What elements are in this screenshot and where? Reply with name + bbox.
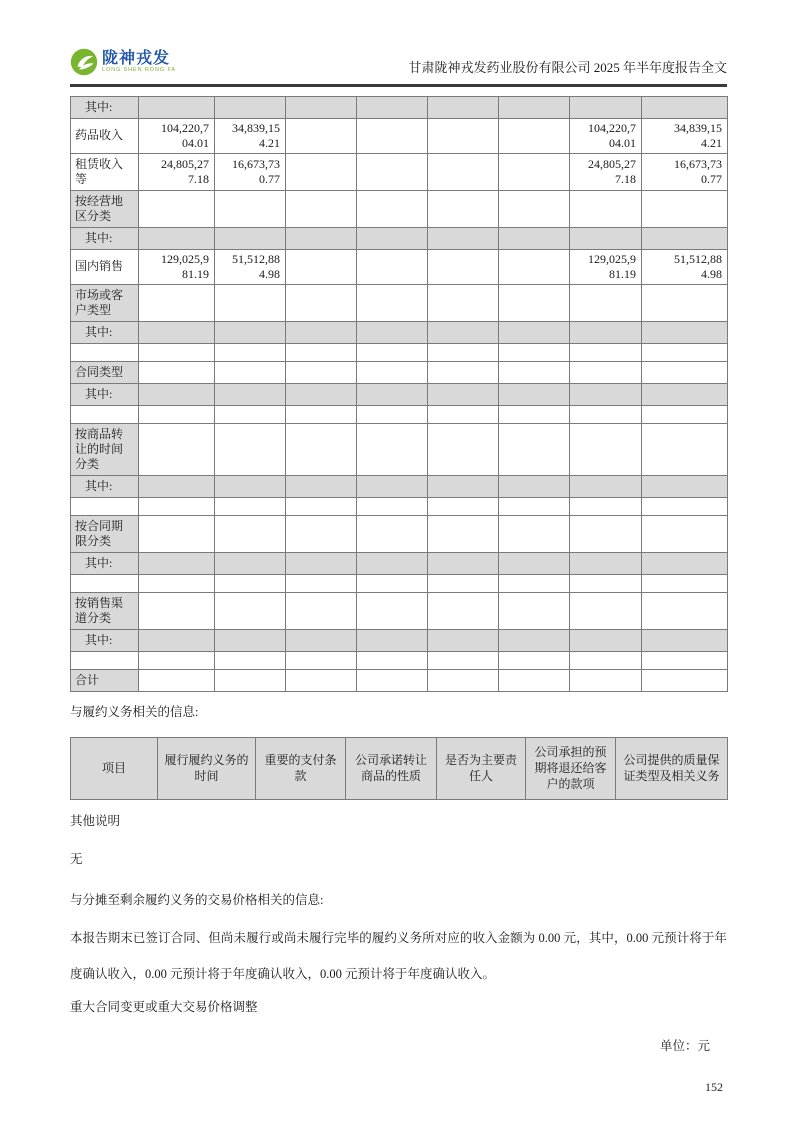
table-row (71, 629, 728, 651)
data-cell (428, 475, 499, 497)
header-cell: 公司承担的预期将退还给客户的款项 (526, 737, 616, 799)
data-cell (428, 343, 499, 361)
data-cell (139, 669, 215, 691)
data-cell (357, 574, 428, 592)
data-cell (286, 574, 357, 592)
header-cell: 项目 (71, 737, 158, 799)
obligation-header-row (71, 737, 728, 799)
data-cell (570, 475, 642, 497)
data-cell (570, 497, 642, 515)
page-content (70, 0, 727, 1095)
table-row (71, 321, 728, 343)
data-cell (428, 669, 499, 691)
data-cell (139, 497, 215, 515)
other-note-label: 其他说明 (70, 813, 121, 828)
amount-value: 34,839,154.21 (674, 120, 722, 150)
data-cell (642, 497, 728, 515)
data-cell (215, 651, 286, 669)
data-cell (428, 361, 499, 383)
data-cell (357, 552, 428, 574)
row-label-cell: 药品收入 (71, 118, 139, 153)
remaining-obligation-detail: 本报告期末已签订合同、但尚未履行或尚未履行完毕的履约义务所对应的收入金额为 0.00 元，其中，0.00 元预计将于年度确认收入，0.00 元预计将于年度确认收入，0.00 元预计将于年度确认收入。 (70, 930, 727, 981)
data-cell (642, 475, 728, 497)
row-label-cell: 其中: (71, 383, 139, 405)
data-cell (139, 552, 215, 574)
data-cell (357, 227, 428, 249)
data-cell (428, 497, 499, 515)
data-cell (286, 423, 357, 475)
data-cell (357, 592, 428, 629)
data-cell (428, 651, 499, 669)
data-cell (642, 249, 728, 284)
data-cell (139, 629, 215, 651)
data-cell (570, 383, 642, 405)
table-row (71, 118, 728, 153)
data-cell (357, 190, 428, 227)
table-row (71, 227, 728, 249)
data-cell (428, 552, 499, 574)
amount-value: 129,025,981.19 (161, 251, 209, 281)
data-cell (570, 361, 642, 383)
data-cell (570, 96, 642, 118)
table-row (71, 574, 728, 592)
data-cell (428, 405, 499, 423)
header-cell: 公司提供的质量保证类型及相关义务 (616, 737, 728, 799)
data-cell (428, 118, 499, 153)
header-cell: 公司承诺转让商品的性质 (346, 737, 437, 799)
data-cell (499, 515, 570, 552)
data-cell (357, 475, 428, 497)
data-cell (642, 383, 728, 405)
data-cell (215, 669, 286, 691)
data-cell (428, 383, 499, 405)
data-cell (428, 321, 499, 343)
data-cell (215, 515, 286, 552)
data-cell (357, 153, 428, 190)
data-cell (642, 227, 728, 249)
data-cell (570, 227, 642, 249)
data-cell (499, 190, 570, 227)
data-cell (139, 249, 215, 284)
table-row (71, 497, 728, 515)
row-label-cell: 其中: (71, 227, 139, 249)
data-cell (139, 284, 215, 321)
data-cell (642, 361, 728, 383)
company-logo (70, 48, 176, 76)
table-row (71, 475, 728, 497)
data-cell (570, 592, 642, 629)
data-cell (286, 118, 357, 153)
data-cell (499, 361, 570, 383)
row-label-cell: 按合同期限分类 (71, 515, 139, 552)
data-cell (139, 405, 215, 423)
data-cell (428, 592, 499, 629)
data-cell (499, 592, 570, 629)
header-cell: 是否为主要责任人 (437, 737, 526, 799)
row-label-cell: 其中: (71, 629, 139, 651)
data-cell (499, 249, 570, 284)
data-cell (357, 423, 428, 475)
data-cell (570, 190, 642, 227)
data-cell (357, 497, 428, 515)
data-cell (286, 321, 357, 343)
data-cell (357, 343, 428, 361)
data-cell (428, 515, 499, 552)
data-cell (570, 629, 642, 651)
data-cell (215, 423, 286, 475)
data-cell (642, 629, 728, 651)
data-cell (357, 405, 428, 423)
table-row (71, 153, 728, 190)
data-cell (286, 343, 357, 361)
data-cell (215, 497, 286, 515)
data-cell (215, 96, 286, 118)
data-cell (139, 475, 215, 497)
data-cell (499, 497, 570, 515)
data-cell (215, 190, 286, 227)
data-cell (570, 284, 642, 321)
data-cell (286, 96, 357, 118)
data-cell (357, 284, 428, 321)
data-cell (139, 651, 215, 669)
data-cell (428, 423, 499, 475)
data-cell (357, 383, 428, 405)
row-label-cell: 国内销售 (71, 249, 139, 284)
data-cell (499, 552, 570, 574)
data-cell (570, 249, 642, 284)
data-cell (357, 118, 428, 153)
data-cell (357, 361, 428, 383)
amount-value: 51,512,884.98 (674, 251, 722, 281)
data-cell (570, 321, 642, 343)
data-cell (499, 405, 570, 423)
data-cell (570, 423, 642, 475)
unit-label: 单位：元 (659, 1038, 710, 1053)
data-cell (642, 515, 728, 552)
data-cell (570, 552, 642, 574)
data-cell (215, 284, 286, 321)
data-cell (286, 190, 357, 227)
logo-icon (70, 48, 98, 76)
data-cell (215, 405, 286, 423)
data-cell (215, 383, 286, 405)
data-cell (139, 227, 215, 249)
row-label-cell: 按商品转让的时间分类 (71, 423, 139, 475)
header-cell: 履行履约义务的时间 (158, 737, 256, 799)
data-cell (215, 249, 286, 284)
data-cell (642, 343, 728, 361)
data-cell (570, 574, 642, 592)
amount-value: 16,673,730.77 (674, 156, 722, 186)
data-cell (499, 669, 570, 691)
row-label-cell: 其中: (71, 475, 139, 497)
amount-value: 24,805,277.18 (161, 156, 209, 186)
table-row (71, 96, 728, 118)
data-cell (499, 423, 570, 475)
data-cell (215, 574, 286, 592)
obligation-info-table (70, 737, 728, 800)
row-label-cell: 租赁收入等 (71, 153, 139, 190)
data-cell (642, 321, 728, 343)
amount-value: 24,805,277.18 (588, 156, 636, 186)
data-cell (499, 343, 570, 361)
data-cell (642, 153, 728, 190)
data-cell (215, 629, 286, 651)
table-row (71, 423, 728, 475)
data-cell (428, 190, 499, 227)
data-cell (642, 190, 728, 227)
data-cell (570, 651, 642, 669)
table-row (71, 405, 728, 423)
header-rule (70, 84, 727, 87)
data-cell (642, 405, 728, 423)
revenue-breakdown-table (70, 96, 728, 692)
data-cell (642, 552, 728, 574)
data-cell (357, 249, 428, 284)
data-cell (139, 515, 215, 552)
row-label-cell (71, 574, 139, 592)
data-cell (499, 475, 570, 497)
data-cell (357, 515, 428, 552)
table-row (71, 190, 728, 227)
page-header (70, 48, 727, 84)
data-cell (428, 284, 499, 321)
data-cell (215, 227, 286, 249)
data-cell (215, 153, 286, 190)
row-label-cell: 合计 (71, 669, 139, 691)
page-number: 152 (705, 1079, 723, 1094)
row-label-cell: 其中: (71, 321, 139, 343)
data-cell (428, 96, 499, 118)
data-cell (139, 343, 215, 361)
data-cell (499, 383, 570, 405)
data-cell (139, 321, 215, 343)
table-row (71, 383, 728, 405)
row-label-cell: 按销售渠道分类 (71, 592, 139, 629)
data-cell (570, 405, 642, 423)
other-note-value: 无 (70, 851, 83, 866)
data-cell (428, 227, 499, 249)
data-cell (139, 361, 215, 383)
data-cell (286, 383, 357, 405)
data-cell (286, 475, 357, 497)
table-row (71, 343, 728, 361)
data-cell (570, 153, 642, 190)
data-cell (499, 227, 570, 249)
row-label-cell (71, 343, 139, 361)
table-row (71, 651, 728, 669)
data-cell (428, 249, 499, 284)
data-cell (139, 96, 215, 118)
row-label-cell: 按经营地区分类 (71, 190, 139, 227)
data-cell (286, 552, 357, 574)
data-cell (428, 629, 499, 651)
amount-value: 104,220,704.01 (588, 120, 636, 150)
data-cell (357, 651, 428, 669)
data-cell (642, 592, 728, 629)
data-cell (286, 592, 357, 629)
data-cell (570, 515, 642, 552)
table-row (71, 669, 728, 691)
table-row (71, 592, 728, 629)
data-cell (286, 515, 357, 552)
row-label-cell (71, 651, 139, 669)
data-cell (357, 669, 428, 691)
brand-name-cn: 陇神戎发 (102, 50, 171, 67)
data-cell (642, 96, 728, 118)
data-cell (215, 343, 286, 361)
data-cell (642, 669, 728, 691)
data-cell (286, 629, 357, 651)
row-label-cell (71, 497, 139, 515)
data-cell (215, 118, 286, 153)
data-cell (139, 423, 215, 475)
data-cell (642, 284, 728, 321)
table-row (71, 249, 728, 284)
data-cell (499, 153, 570, 190)
data-cell (499, 118, 570, 153)
data-cell (286, 497, 357, 515)
data-cell (428, 153, 499, 190)
amount-value: 34,839,154.21 (232, 120, 280, 150)
major-change-label: 重大合同变更或重大交易价格调整 (70, 999, 258, 1014)
amount-value: 51,512,884.98 (232, 251, 280, 281)
data-cell (215, 361, 286, 383)
data-cell (215, 552, 286, 574)
header-cell: 重要的支付条款 (256, 737, 346, 799)
data-cell (215, 475, 286, 497)
document-title: 甘肃陇神戎发药业股份有限公司 2025 年半年度报告全文 (408, 60, 727, 75)
data-cell (286, 284, 357, 321)
data-cell (428, 574, 499, 592)
data-cell (570, 669, 642, 691)
data-cell (139, 153, 215, 190)
row-label-cell: 其中: (71, 96, 139, 118)
data-cell (499, 629, 570, 651)
data-cell (139, 383, 215, 405)
data-cell (286, 651, 357, 669)
row-label-cell: 合同类型 (71, 361, 139, 383)
data-cell (499, 96, 570, 118)
data-cell (286, 227, 357, 249)
logo-text (102, 48, 176, 74)
data-cell (642, 651, 728, 669)
data-cell (139, 190, 215, 227)
amount-value: 104,220,704.01 (161, 120, 209, 150)
data-cell (499, 321, 570, 343)
data-cell (139, 574, 215, 592)
data-cell (357, 321, 428, 343)
data-cell (642, 574, 728, 592)
data-cell (286, 405, 357, 423)
table-row (71, 361, 728, 383)
data-cell (570, 118, 642, 153)
row-label-cell: 市场或客户类型 (71, 284, 139, 321)
table-row (71, 284, 728, 321)
data-cell (286, 153, 357, 190)
data-cell (570, 343, 642, 361)
data-cell (357, 629, 428, 651)
data-cell (499, 284, 570, 321)
amount-value: 129,025,981.19 (588, 251, 636, 281)
revenue-table-body (71, 96, 728, 691)
table-row (71, 552, 728, 574)
data-cell (139, 592, 215, 629)
data-cell (357, 96, 428, 118)
row-label-cell: 其中: (71, 552, 139, 574)
data-cell (642, 423, 728, 475)
data-cell (499, 574, 570, 592)
obligation-info-label: 与履约义务相关的信息: (70, 704, 199, 719)
row-label-cell (71, 405, 139, 423)
data-cell (286, 669, 357, 691)
data-cell (139, 118, 215, 153)
data-cell (642, 118, 728, 153)
data-cell (286, 249, 357, 284)
data-cell (215, 592, 286, 629)
table-row (71, 515, 728, 552)
data-cell (286, 361, 357, 383)
data-cell (499, 651, 570, 669)
amount-value: 16,673,730.77 (232, 156, 280, 186)
brand-name-en: LONG SHEN RONG FA (102, 67, 176, 73)
remaining-obligation-info-label: 与分摊至剩余履约义务的交易价格相关的信息: (70, 892, 324, 907)
data-cell (215, 321, 286, 343)
